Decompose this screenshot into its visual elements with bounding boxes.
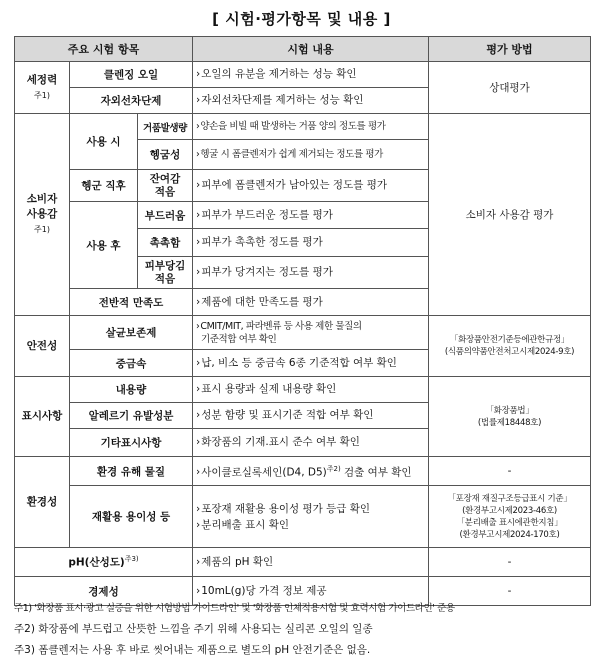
- method-cleansing: 상대평가: [429, 62, 591, 114]
- item-harmful: 환경 유해 물질: [70, 457, 193, 486]
- content-other-labeling: 화장품의 기재.표시 준수 여부 확인: [201, 436, 360, 448]
- group-after-use: 사용 후: [70, 202, 138, 289]
- item-tightness: 피부당김 적음: [138, 257, 193, 289]
- item-ph: pH(산성도)$^{주3)}$: [15, 548, 193, 577]
- table-row: [15, 486, 591, 548]
- test-items-table: [14, 36, 591, 606]
- item-rinse: 헹굼성: [138, 140, 193, 170]
- method-harmful: -: [429, 457, 591, 486]
- section-environment: 환경성: [15, 457, 70, 548]
- content-cleansing-oil: 오일의 유분을 제거하는 성능 확인: [201, 68, 357, 80]
- content-economy: 10mL(g)당 가격 정보 제공: [201, 584, 327, 597]
- method-ph: -: [429, 548, 591, 577]
- header-item: 주요 시험 항목: [15, 37, 193, 62]
- item-volume: 내용량: [70, 377, 193, 403]
- method-safety: 「화장품안전기준등에관한규정」 (식품의약품안전처고시제2024-9호): [429, 316, 591, 377]
- content-sunscreen: 자외선차단제를 제거하는 성능 확인: [201, 94, 364, 106]
- header-method: 평가 방법: [429, 37, 591, 62]
- method-recycle: 「포장재 재질구조등급표시 기준」 (환경부고시제2023-46호) 「분리배출 표시에관한지침」 (환경부고시제2024-170호): [429, 486, 591, 548]
- content-softness: 피부가 부드러운 정도를 평가: [201, 208, 333, 221]
- item-allergen: 알레르기 유발성분: [70, 403, 193, 429]
- content-heavy-metal: 납, 비소 등 중금속 6종 기준적합 여부 확인: [201, 356, 397, 369]
- content-moisture: 피부가 촉촉한 정도를 평가: [201, 236, 323, 248]
- item-foam: 거품발생량: [138, 114, 193, 140]
- page-title: [ 시험·평가항목 및 내용 ]: [212, 10, 391, 28]
- table-row: [15, 548, 591, 577]
- item-cleansing-oil: 클렌징 오일: [70, 62, 193, 88]
- table-row: [15, 377, 591, 403]
- content-preservative: › CMIT/MIT, 파라벤류 등 사용 제한 물질의 기준적합 여부 확인: [193, 316, 429, 350]
- item-economy: 경제성: [15, 577, 193, 606]
- content-satisfaction: 제품에 대한 만족도를 평가: [201, 295, 323, 308]
- table-row: [15, 114, 591, 140]
- content-volume: 표시 용량과 실제 내용량 확인: [201, 383, 337, 395]
- content-tightness: 피부가 당겨지는 정도를 평가: [201, 266, 333, 278]
- item-preservative: 살균보존제: [70, 316, 193, 350]
- section-consumer: 소비자 사용감 주1): [15, 114, 70, 316]
- footnote-1: 주1) '화장품 표시·광고 실증을 위한 시험방법 가이드라인' 및 '화장품 인체적용시험 및 효력시험 가이드라인' 준용: [14, 603, 455, 614]
- item-sunscreen: 자외선차단제: [70, 88, 193, 114]
- table-header-row: [15, 37, 591, 62]
- content-rinse: 헹굴 시 폼클렌저가 쉽게 제거되는 정도를 평가: [200, 149, 383, 160]
- item-softness: 부드러움: [138, 202, 193, 229]
- table-row: [15, 457, 591, 486]
- section-safety: 안전성: [15, 316, 70, 377]
- content-recycle: › 포장재 재활용 용이성 평가 등급 확인 › 분리배출 표시 확인: [193, 486, 429, 548]
- content-residue: 피부에 폼클렌저가 남아있는 정도를 평가: [201, 179, 387, 191]
- footnote-3: 주3) 폼클렌저는 사용 후 바로 씻어내는 제품으로 별도의 pH 안전기준은 없음.: [14, 644, 371, 656]
- item-other-labeling: 기타표시사항: [70, 429, 193, 457]
- item-recycle: 재활용 용이성 등: [70, 486, 193, 548]
- table-row: [15, 62, 591, 88]
- item-heavy-metal: 중금속: [70, 350, 193, 377]
- item-moisture: 촉촉함: [138, 229, 193, 257]
- table-row: [15, 316, 591, 350]
- group-after-rinse: 헹군 직후: [70, 170, 138, 202]
- content-ph: 제품의 pH 확인: [201, 555, 274, 568]
- method-economy: -: [429, 577, 591, 606]
- item-satisfaction: 전반적 만족도: [70, 289, 193, 316]
- footnote-2: 주2) 화장품에 부드럽고 산뜻한 느낌을 주기 위해 사용되는 실리콘 오일의 일종: [14, 623, 373, 635]
- header-content: 시험 내용: [193, 37, 429, 62]
- footnotes: [14, 598, 599, 661]
- content-foam: 양손을 비빌 때 발생하는 거품 양의 정도를 평가: [200, 121, 386, 132]
- item-residue: 잔여감 적음: [138, 170, 193, 202]
- method-consumer: 소비자 사용감 평가: [429, 114, 591, 316]
- group-during-use: 사용 시: [70, 114, 138, 170]
- section-cleansing: 세정력 주1): [15, 62, 70, 114]
- content-harmful: › 사이클로실록세인(D4, D5)$^{주2)}$ 검출 여부 확인: [193, 457, 429, 486]
- method-labeling: 「화장품법」 (법률제18448호): [429, 377, 591, 457]
- section-labeling: 표시사항: [15, 377, 70, 457]
- content-allergen: 성분 함량 및 표시기준 적합 여부 확인: [201, 409, 374, 421]
